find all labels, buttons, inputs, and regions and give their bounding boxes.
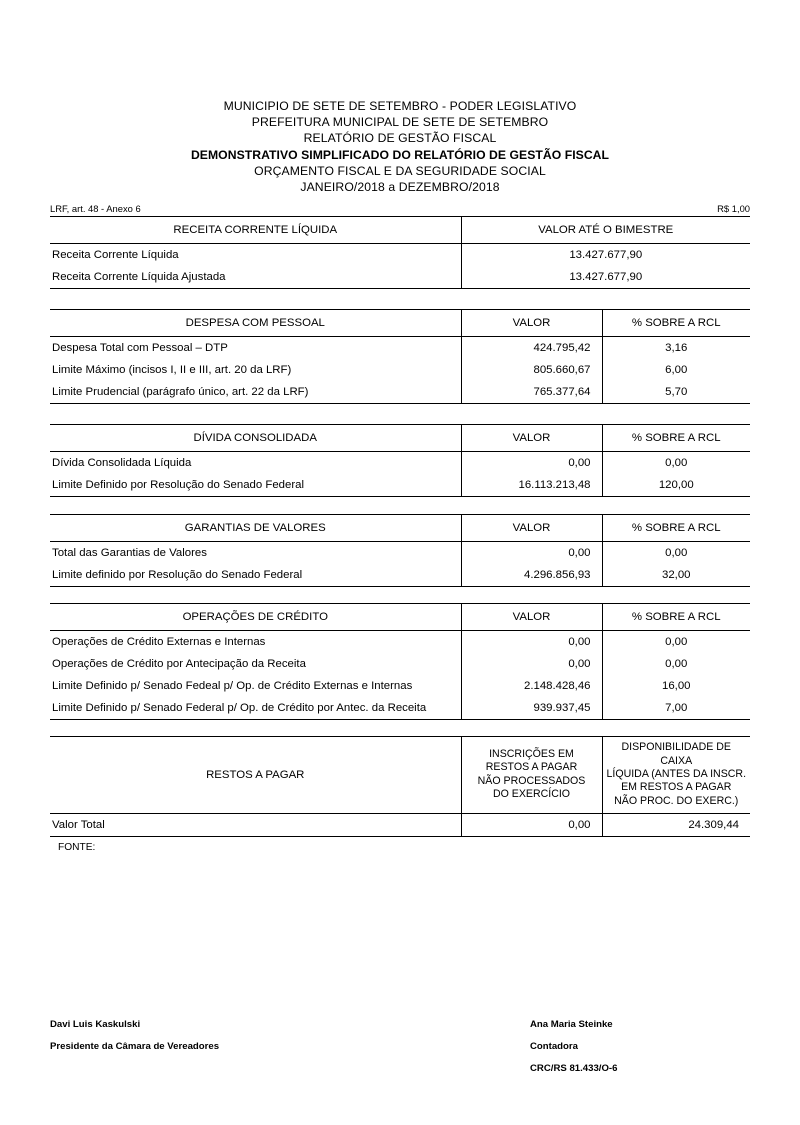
row-label: Limite Definido p/ Senado Fedeal p/ Op. de Crédito Externas e Internas [52, 680, 413, 693]
row-percent: 3,16 [602, 337, 750, 360]
column-header-description: DÍVIDA CONSOLIDADA [50, 425, 461, 452]
table-restos-a-pagar [50, 736, 750, 837]
signer-name: Davi Luis Kaskulski [50, 1019, 141, 1030]
currency-unit-label: R$ 1,00 [717, 203, 750, 215]
column-header-description: RESTOS A PAGAR [50, 737, 461, 814]
section-gap [0, 289, 800, 309]
section-gap [0, 404, 800, 424]
row-label: Operações de Crédito Externas e Internas [52, 636, 266, 649]
header-line: DO EXERCÍCIO [492, 788, 571, 801]
signer-name: Ana Maria Steinke [530, 1019, 613, 1030]
column-header-value: VALOR [461, 425, 602, 452]
row-percent: 120,00 [602, 474, 750, 497]
row-label: Limite Máximo (incisos I, II e III, art. 20 da LRF) [52, 364, 292, 377]
table-row [50, 452, 750, 475]
header-line: NÃO PROC. DO EXERC.) [614, 794, 739, 807]
row-label: Despesa Total com Pessoal – DTP [52, 342, 228, 355]
section-gap [0, 720, 800, 736]
column-header-inscricoes [461, 737, 602, 814]
table-row [50, 381, 750, 404]
header-line: NÃO PROCESSADOS [477, 774, 586, 787]
table-row [50, 359, 750, 381]
row-label: Receita Corrente Líquida Ajustada [50, 266, 461, 289]
row-value: 2.148.428,46 [461, 675, 602, 697]
row-value: 424.795,42 [461, 337, 602, 360]
meta-strip [50, 203, 750, 217]
row-label: Operações de Crédito por Antecipação da Receita [52, 658, 306, 671]
table-header-row [50, 310, 750, 337]
table-row [50, 244, 750, 267]
header-line: RESTOS A PAGAR [485, 761, 578, 774]
table-operacoes-de-credito [50, 603, 750, 720]
row-value: 13.427.677,90 [461, 266, 750, 289]
header-line: DISPONIBILIDADE DE CAIXA [621, 741, 731, 767]
document-header [0, 0, 800, 195]
row-label: Limite Definido p/ Senado Federal p/ Op. de Crédito por Antec. da Receita [50, 697, 461, 720]
row-percent: 0,00 [602, 653, 750, 675]
signer-registration: CRC/RS 81.433/O-6 [530, 1063, 618, 1074]
signature-left [50, 1014, 530, 1080]
header-line: INSCRIÇÕES EM [489, 747, 574, 760]
row-value: 0,00 [461, 542, 602, 565]
table-row [50, 337, 750, 360]
table-header-row [50, 425, 750, 452]
table-row [50, 653, 750, 675]
row-value: 0,00 [461, 814, 602, 837]
table-row [50, 675, 750, 697]
header-line-prefecture: PREFEITURA MUNICIPAL DE SETE DE SETEMBRO [251, 115, 549, 130]
signature-block [50, 1014, 750, 1080]
table-despesa-com-pessoal [50, 309, 750, 404]
table-row [50, 564, 750, 587]
row-value: 939.937,45 [461, 697, 602, 720]
header-line-budget-scope: ORÇAMENTO FISCAL E DA SEGURIDADE SOCIAL [254, 163, 546, 178]
table-header-row [50, 217, 750, 244]
row-label: Limite Definido por Resolução do Senado Federal [50, 474, 461, 497]
row-label: Receita Corrente Líquida [52, 249, 179, 262]
row-label: Limite Prudencial (parágrafo único, art. 22 da LRF) [50, 381, 461, 404]
table-divida-consolidada [50, 424, 750, 497]
row-label: Dívida Consolidada Líquida [52, 457, 192, 470]
column-header-description: OPERAÇÕES DE CRÉDITO [50, 604, 461, 631]
row-percent: 7,00 [602, 697, 750, 720]
header-line-period: JANEIRO/2018 a DEZEMBRO/2018 [300, 180, 500, 195]
header-line-title: DEMONSTRATIVO SIMPLIFICADO DO RELATÓRIO DE GESTÃO FISCAL [190, 147, 610, 162]
column-header-percent: % SOBRE A RCL [602, 604, 750, 631]
row-value: 4.296.856,93 [461, 564, 602, 587]
row-percent: 0,00 [602, 631, 750, 654]
row-value: 0,00 [461, 631, 602, 654]
table-row [50, 814, 750, 837]
header-line: LÍQUIDA (ANTES DA INSCR. [606, 768, 747, 781]
row-label: Limite definido por Resolução do Senado Federal [50, 564, 461, 587]
table-row [50, 542, 750, 565]
table-header-row [50, 515, 750, 542]
legal-reference-label: LRF, art. 48 - Anexo 6 [50, 203, 141, 215]
header-line-entity: MUNICIPIO DE SETE DE SETEMBRO - PODER LEGISLATIVO [223, 99, 577, 113]
column-header-percent: % SOBRE A RCL [602, 515, 750, 542]
column-header-percent: % SOBRE A RCL [602, 310, 750, 337]
row-value: 0,00 [461, 452, 602, 475]
row-label: Valor Total [50, 814, 461, 837]
section-gap [0, 587, 800, 603]
signer-role: Contadora [530, 1041, 578, 1052]
table-row [50, 474, 750, 497]
column-header-value: VALOR [461, 310, 602, 337]
row-percent: 0,00 [602, 452, 750, 475]
column-header-value: VALOR [461, 515, 602, 542]
column-header-value: VALOR ATÉ O BIMESTRE [461, 217, 750, 244]
section-gap [0, 497, 800, 514]
table-header-row [50, 737, 750, 814]
row-value: 16.113.213,48 [461, 474, 602, 497]
header-line-report: RELATÓRIO DE GESTÃO FISCAL [303, 131, 497, 146]
column-header-value: VALOR [461, 604, 602, 631]
column-header-disponibilidade-caixa [602, 737, 750, 814]
column-header-percent: % SOBRE A RCL [602, 425, 750, 452]
row-label: Total das Garantias de Valores [52, 547, 207, 560]
table-header-row [50, 604, 750, 631]
row-percent: 0,00 [602, 542, 750, 565]
row-value: 765.377,64 [461, 381, 602, 404]
signer-role: Presidente da Câmara de Vereadores [50, 1041, 220, 1052]
table-row [50, 266, 750, 289]
row-percent: 6,00 [602, 359, 750, 381]
fonte-label: FONTE: [58, 842, 96, 854]
row-percent: 5,70 [602, 381, 750, 404]
row-percent: 32,00 [602, 564, 750, 587]
row-value: 0,00 [461, 653, 602, 675]
header-line: EM RESTOS A PAGAR [621, 781, 732, 794]
row-value: 805.660,67 [461, 359, 602, 381]
table-garantias-de-valores [50, 514, 750, 587]
row-percent: 24.309,44 [602, 814, 750, 837]
column-header-description: RECEITA CORRENTE LÍQUIDA [50, 217, 461, 244]
row-percent: 16,00 [602, 675, 750, 697]
column-header-description: GARANTIAS DE VALORES [50, 515, 461, 542]
signature-right [530, 1014, 750, 1080]
column-header-description: DESPESA COM PESSOAL [50, 310, 461, 337]
table-receita-corrente-liquida [50, 217, 750, 289]
row-value: 13.427.677,90 [461, 244, 750, 267]
table-row [50, 631, 750, 654]
table-row [50, 697, 750, 720]
